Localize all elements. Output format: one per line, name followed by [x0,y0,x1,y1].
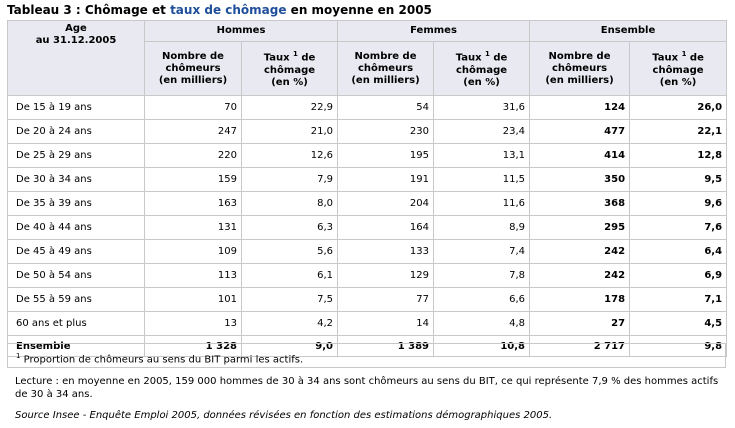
footnote-marker: 1 [16,352,21,360]
footnote [7,343,726,368]
unemployment-rate-link[interactable]: taux de chômage [170,3,287,17]
table-row: De 30 à 34 ans 159 7,9 191 11,5 350 9,5 [8,168,727,192]
table-row: De 50 à 54 ans 113 6,1 129 7,8 242 6,9 [8,264,727,288]
age-header-line2: au 31.12.2005 [35,35,117,46]
col-header-rate-total: Taux $^1$ de chômage (en %) [630,42,727,96]
table-row: De 35 à 39 ans 163 8,0 204 11,6 368 9,6 [8,192,727,216]
title-prefix: Tableau 3 : Chômage et [7,3,171,17]
age-header-line1: Age [65,23,87,34]
header-row-groups [8,21,727,42]
table-row: De 15 à 19 ans 70 22,9 54 31,6 124 26,0 [8,96,727,120]
table-row: De 20 à 24 ans 247 21,0 230 23,4 477 22,1 [8,120,727,144]
total-row: Ensemble 1 328 9,0 1 389 10,8 2 717 9,8 [8,336,727,357]
group-header-men: Hommes [145,21,338,42]
col-header-count-women: Nombre de chômeurs (en milliers) [338,42,434,96]
reading-note: Lecture : en moyenne en 2005, 159 000 hommes de 30 à 34 ans sont chômeurs au sens du BIT, ce qui représente 7,9 % des hommes actifs de 30 à 34 ans. [15,376,719,400]
table-row: 60 ans et plus 13 4,2 14 4,8 27 4,5 [8,312,727,336]
table-row: De 25 à 29 ans 220 12,6 195 13,1 414 12,8 [8,144,727,168]
table-row: De 45 à 49 ans 109 5,6 133 7,4 242 6,4 [8,240,727,264]
col-header-rate-men: Taux $^1$ de chômage (en %) [242,42,338,96]
col-header-count-men: Nombre de chômeurs (en milliers) [145,42,242,96]
group-header-total: Ensemble [530,21,727,42]
table-title [7,3,432,17]
source-note: Source Insee - Enquête Emploi 2005, données révisées en fonction des estimations démographiques 2005. [15,410,553,421]
col-header-count-total: Nombre de chômeurs (en milliers) [530,42,630,96]
unemployment-table [7,20,727,357]
table-row: De 55 à 59 ans 101 7,5 77 6,6 178 7,1 [8,288,727,312]
footnote-text: Proportion de chômeurs au sens du BIT parmi les actifs. [20,354,304,366]
col-header-rate-women: Taux $^1$ de chômage (en %) [434,42,530,96]
table-row: De 40 à 44 ans 131 6,3 164 8,9 295 7,6 [8,216,727,240]
title-suffix: en moyenne en 2005 [286,3,432,17]
age-header [8,21,145,96]
group-header-women: Femmes [338,21,530,42]
